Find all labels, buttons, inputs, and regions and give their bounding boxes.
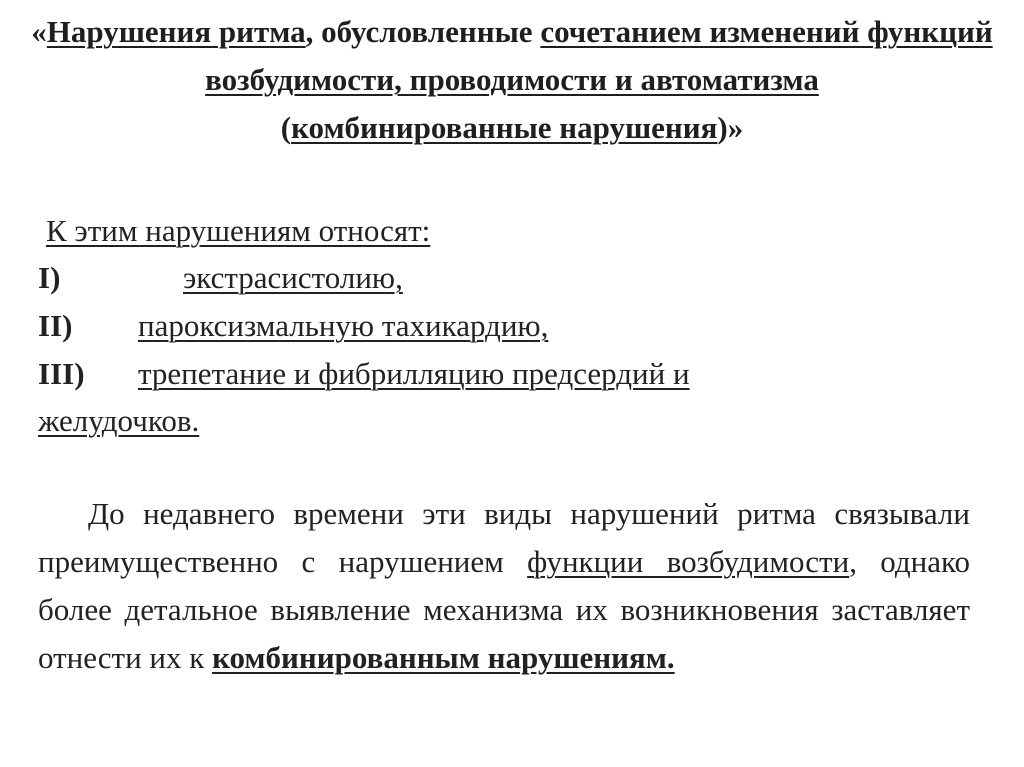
- item-number: III): [38, 356, 85, 391]
- item-number: II): [38, 308, 73, 343]
- item-text-continued: желудочков.: [38, 403, 200, 438]
- list-item: [38, 350, 690, 398]
- paragraph-part: , однако более детальное выявление механизма их возникновения заставляет отнести их к: [38, 544, 971, 675]
- title-open-quote: «: [31, 14, 47, 49]
- item-text: экстрасистолию,: [183, 260, 403, 295]
- item-number: I): [38, 260, 61, 295]
- list-item: [38, 302, 548, 350]
- title-close: )»: [717, 110, 744, 145]
- title-paren-open: (: [280, 110, 292, 145]
- paragraph-part: До недавнего времени эти виды нарушений ритма связывали преимущественно с нарушением: [38, 496, 970, 579]
- title-conditioned: , обусловленные: [305, 14, 541, 49]
- title-rhythm-disorders: Нарушения ритма: [46, 14, 306, 49]
- title-combination: сочетанием изменений функций возбудимости, проводимости и автоматизма: [205, 14, 993, 97]
- slide-title: [30, 8, 994, 152]
- excitability-function: функции возбудимости: [527, 544, 850, 579]
- intro-label: К этим нарушениям относят:: [46, 213, 431, 248]
- list-item-continuation: [38, 397, 199, 445]
- body-paragraph: [38, 490, 970, 682]
- item-text: пароксизмальную тахикардию,: [138, 308, 549, 343]
- list-item: [38, 254, 403, 302]
- intro-text: [46, 207, 430, 255]
- item-text: трепетание и фибрилляцию предсердий и: [138, 356, 690, 391]
- combined-disorders-emphasis: комбинированным нарушениям.: [212, 640, 675, 675]
- title-combined-disorders: комбинированные нарушения: [291, 110, 718, 145]
